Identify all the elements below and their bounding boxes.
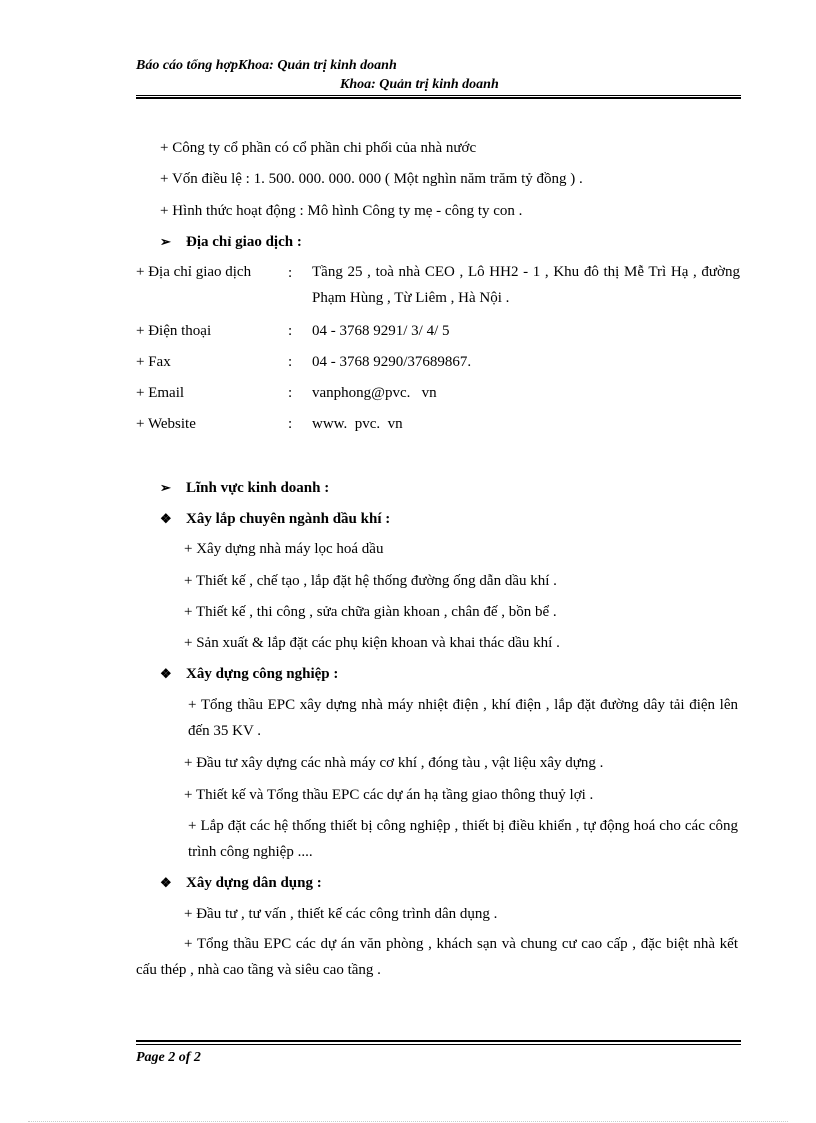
arrow-bullet-icon: ➢	[160, 480, 171, 495]
contact-website-label: + Website	[136, 416, 196, 432]
address-heading	[160, 233, 302, 251]
section-industrial-title	[160, 665, 338, 683]
section-industrial-title-text: Xây dựng công nghiệp :	[186, 666, 339, 682]
contact-website-value: www. pvc. vn	[312, 416, 403, 432]
business-heading	[160, 479, 329, 497]
header-rule-bottom	[136, 97, 741, 99]
contact-address-colon: :	[288, 265, 293, 281]
contact-phone-label: + Điện thoại	[136, 323, 212, 339]
section-oil-title	[160, 510, 390, 528]
diamond-bullet-icon: ❖	[160, 875, 172, 890]
contact-fax-value: 04 - 3768 9290/37689867.	[312, 354, 472, 370]
civil-item-1: + Đầu tư , tư vấn , thiết kế các công trình dân dụng .	[184, 906, 498, 922]
operating-model: + Hình thức hoạt động : Mô hình Công ty mẹ - công ty con .	[160, 203, 523, 219]
contact-address-value: Tầng 25 , toà nhà CEO , Lô HH2 - 1 , Khu đô thị Mễ Trì Hạ , đường Phạm Hùng , Từ Liêm , Hà Nội .	[312, 264, 740, 306]
header-rule-top	[136, 95, 741, 96]
contact-phone-value: 04 - 3768 9291/ 3/ 4/ 5	[312, 323, 450, 339]
header-line-1: Báo cáo tổng hợpKhoa: Quản trị kinh doanh	[136, 58, 397, 73]
contact-email-label: + Email	[136, 385, 185, 401]
industrial-item-4: + Lắp đặt các hệ thống thiết bị công nghiệp , thiết bị điều khiển , tự động hoá cho các công trình công nghiệp ....	[188, 818, 738, 860]
oil-item-2: + Thiết kế , chế tạo , lắp đặt hệ thống đường ống dẫn dầu khí .	[184, 573, 557, 589]
footer-rule-top	[136, 1040, 741, 1042]
industrial-item-1: + Tổng thầu EPC xây dựng nhà máy nhiệt điện , khí điện , lắp đặt đường dây tải điện lên đến 35 KV .	[188, 697, 738, 739]
contact-email-colon: :	[288, 385, 293, 401]
diamond-bullet-icon: ❖	[160, 511, 172, 526]
contact-email-value: vanphong@pvc. vn	[312, 385, 437, 401]
section-oil-title-text: Xây lắp chuyên ngành dầu khí :	[186, 511, 391, 527]
oil-item-1: + Xây dựng nhà máy lọc hoá dầu	[184, 541, 384, 557]
header-line-2: Khoa: Quản trị kinh doanh	[340, 77, 499, 92]
oil-item-3: + Thiết kế , thi công , sửa chữa giàn khoan , chân đế , bồn bể .	[184, 604, 557, 620]
footer-rule-bottom	[136, 1044, 741, 1045]
section-civil-title	[160, 874, 322, 892]
civil-item-2: + Tổng thầu EPC các dự án văn phòng , khách sạn và chung cư cao cấp , đặc biệt nhà kết cấu thép , nhà cao tầng và siêu cao tầng .	[136, 936, 738, 978]
charter-capital: + Vốn điều lệ : 1. 500. 000. 000. 000 ( Một nghìn năm trăm tỷ đồng ) .	[160, 171, 583, 187]
contact-fax-colon: :	[288, 354, 293, 370]
contact-fax-label: + Fax	[136, 354, 171, 370]
address-heading-text: Địa chỉ giao dịch :	[186, 234, 302, 250]
contact-phone-colon: :	[288, 323, 293, 339]
contact-address-label: + Địa chỉ giao dịch	[136, 264, 252, 280]
industrial-item-3: + Thiết kế và Tổng thầu EPC các dự án hạ tầng giao thông thuỷ lợi .	[184, 787, 594, 803]
contact-website-colon: :	[288, 416, 293, 432]
arrow-bullet-icon: ➢	[160, 234, 171, 249]
diamond-bullet-icon: ❖	[160, 666, 172, 681]
company-type: + Công ty cổ phần có cổ phần chi phối của nhà nước	[160, 140, 477, 156]
page-bottom-divider	[28, 1121, 788, 1122]
industrial-item-2: + Đầu tư xây dựng các nhà máy cơ khí , đóng tàu , vật liệu xây dựng .	[184, 755, 604, 771]
page-number: Page 2 of 2	[136, 1050, 201, 1065]
business-heading-text: Lĩnh vực kinh doanh :	[186, 480, 330, 496]
section-civil-title-text: Xây dựng dân dụng :	[186, 875, 322, 891]
oil-item-4: + Sản xuất & lắp đặt các phụ kiện khoan và khai thác dầu khí .	[184, 635, 560, 651]
